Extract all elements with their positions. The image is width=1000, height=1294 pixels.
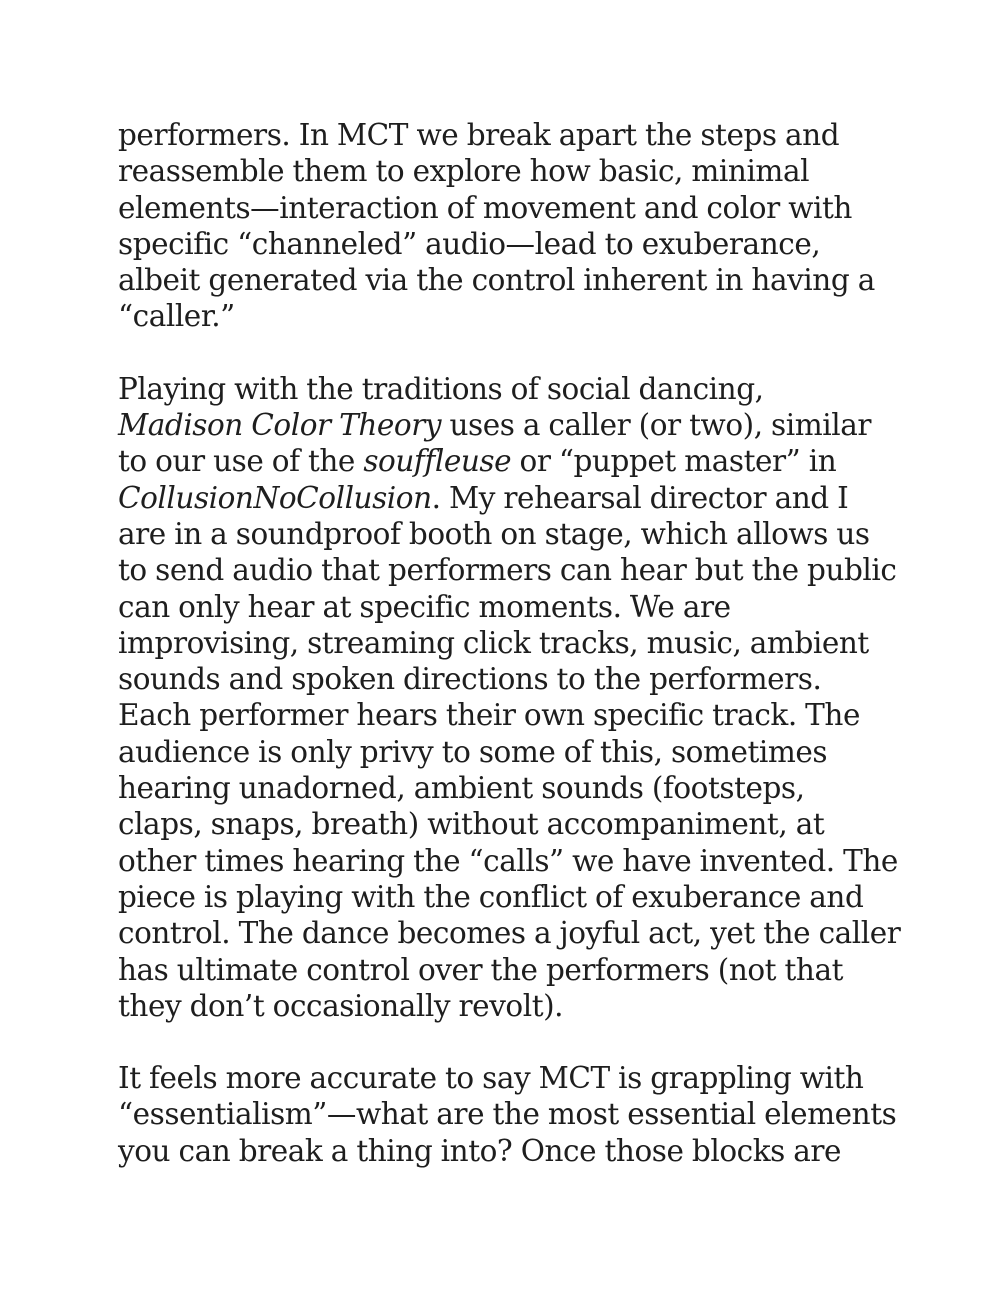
text-line bbox=[118, 589, 898, 625]
body-text: to send audio that performers can hear but the public bbox=[118, 553, 897, 588]
text-line bbox=[118, 952, 898, 988]
text-line bbox=[118, 879, 898, 915]
text-line bbox=[118, 843, 898, 879]
italic-title-text: CollusionNoCollusion bbox=[118, 480, 432, 515]
text-line bbox=[118, 625, 898, 661]
body-text: reassemble them to explore how basic, minimal bbox=[118, 154, 810, 189]
body-text: hearing unadorned, ambient sounds (footsteps, bbox=[118, 771, 805, 806]
text-line bbox=[118, 988, 898, 1024]
text-line bbox=[118, 697, 898, 733]
text-line bbox=[118, 443, 898, 479]
body-text: other times hearing the “calls” we have invented. The bbox=[118, 843, 898, 878]
body-text: “essentialism”—what are the most essential elements bbox=[118, 1097, 897, 1132]
body-text: they don’t occasionally revolt). bbox=[118, 988, 564, 1023]
body-text: audience is only privy to some of this, sometimes bbox=[118, 734, 828, 769]
body-text: albeit generated via the control inherent in having a bbox=[118, 263, 875, 298]
italic-title-text: souffleuse bbox=[363, 444, 512, 479]
text-line bbox=[118, 262, 898, 298]
paragraph bbox=[118, 117, 898, 335]
body-text: elements—interaction of movement and color with bbox=[118, 190, 852, 225]
text-line bbox=[118, 915, 901, 951]
body-text: It feels more accurate to say MCT is grappling with bbox=[118, 1061, 864, 1096]
italic-title-text: Madison Color Theory bbox=[118, 408, 442, 443]
text-line bbox=[118, 190, 898, 226]
body-text: control. The dance becomes a joyful act, yet the caller bbox=[118, 916, 901, 951]
text-line bbox=[118, 734, 898, 770]
text-line bbox=[118, 153, 898, 189]
text-line bbox=[118, 1133, 898, 1169]
text-line bbox=[118, 1060, 898, 1096]
text-line bbox=[118, 770, 898, 806]
body-text: Each performer hears their own specific track. The bbox=[118, 698, 860, 733]
body-text: you can break a thing into? Once those blocks are bbox=[118, 1133, 842, 1168]
text-line bbox=[118, 806, 898, 842]
text-line bbox=[118, 552, 898, 588]
body-text: . My rehearsal director and I bbox=[431, 480, 849, 515]
body-text: “caller.” bbox=[118, 299, 235, 334]
text-line bbox=[118, 661, 898, 697]
text-line bbox=[118, 480, 898, 516]
paragraph bbox=[118, 371, 901, 1024]
body-text: can only hear at specific moments. We are bbox=[118, 589, 731, 624]
text-line bbox=[118, 371, 898, 407]
body-text: performers. In MCT we break apart the steps and bbox=[118, 118, 840, 152]
body-text: uses a caller (or two), similar bbox=[441, 408, 872, 443]
body-text: or “puppet master” in bbox=[511, 444, 837, 479]
body-text: improvising, streaming click tracks, music, ambient bbox=[118, 625, 869, 660]
text-line bbox=[118, 1096, 898, 1132]
body-text: claps, snaps, breath) without accompaniment, at bbox=[118, 807, 825, 842]
body-text: are in a soundproof booth on stage, which allows us bbox=[118, 516, 870, 551]
body-text: sounds and spoken directions to the performers. bbox=[118, 662, 822, 697]
body-text: has ultimate control over the performers (not that bbox=[118, 952, 844, 987]
text-line bbox=[118, 298, 898, 334]
paragraph bbox=[118, 1060, 898, 1169]
text-line bbox=[118, 516, 898, 552]
document-page bbox=[118, 117, 901, 1169]
text-line bbox=[118, 226, 898, 262]
body-text: Playing with the traditions of social dancing, bbox=[118, 371, 764, 406]
text-line bbox=[118, 117, 898, 153]
text-line bbox=[118, 407, 898, 443]
body-text: specific “channeled” audio—lead to exuberance, bbox=[118, 226, 821, 261]
body-text: to our use of the bbox=[118, 444, 364, 479]
body-text: piece is playing with the conflict of exuberance and bbox=[118, 879, 864, 914]
